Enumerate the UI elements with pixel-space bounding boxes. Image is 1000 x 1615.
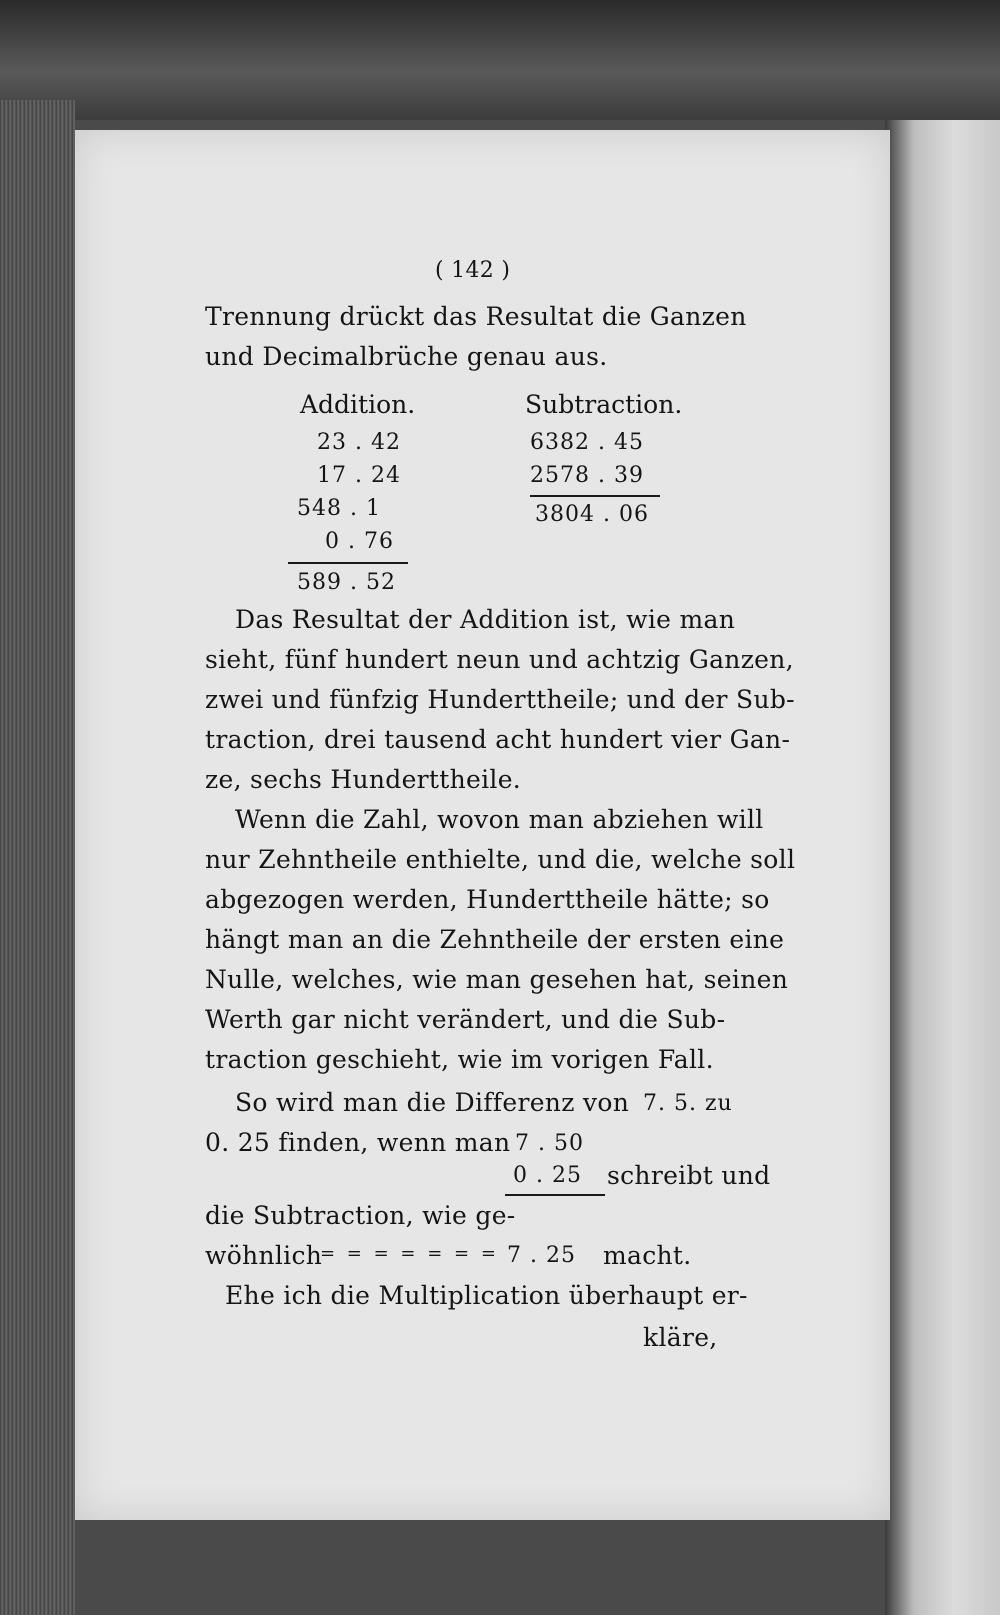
subtraction-row: 6382 . 45 bbox=[530, 430, 644, 455]
book-binding-top bbox=[0, 0, 1000, 120]
addition-row: 17 . 24 bbox=[317, 463, 401, 488]
paragraph-1-line: sieht, fünf hundert neun und achtzig Ganzen, bbox=[205, 645, 794, 674]
paragraph-3-value: 7 . 25 bbox=[507, 1243, 576, 1268]
paragraph-2-line: Wenn die Zahl, wovon man abziehen will bbox=[235, 805, 764, 834]
paragraph-3-line: 0. 25 finden, wenn man bbox=[205, 1128, 511, 1157]
paragraph-3-line: So wird man die Differenz von bbox=[235, 1088, 630, 1117]
addition-row: 23 . 42 bbox=[317, 430, 401, 455]
paragraph-2-line: nur Zehntheile enthielte, und die, welche soll bbox=[205, 845, 796, 874]
paragraph-3-value: 7. 5. zu bbox=[643, 1091, 733, 1116]
paragraph-3-line: Ehe ich die Multiplication überhaupt er- bbox=[225, 1281, 748, 1310]
paragraph-3-dashes: = = = = = = = bbox=[320, 1243, 499, 1264]
page-stack-left bbox=[0, 100, 75, 1615]
subtraction-heading: Subtraction. bbox=[525, 390, 683, 419]
catchword: kläre, bbox=[643, 1323, 718, 1352]
paragraph-3-value: 0 . 25 bbox=[513, 1163, 582, 1188]
next-page-edge bbox=[885, 120, 1000, 1615]
paragraph-3-rule bbox=[505, 1194, 605, 1196]
paragraph-3-line: die Subtraction, wie ge- bbox=[205, 1201, 516, 1230]
paragraph-1-line: ze, sechs Hunderttheile. bbox=[205, 765, 522, 794]
paragraph-2-line: traction geschieht, wie im vorigen Fall. bbox=[205, 1045, 714, 1074]
paragraph-2-line: Nulle, welches, wie man gesehen hat, seinen bbox=[205, 965, 789, 994]
paragraph-3-line: wöhnlich bbox=[205, 1241, 323, 1270]
book-page bbox=[75, 130, 890, 1520]
addition-heading: Addition. bbox=[300, 390, 416, 419]
addition-sum-rule bbox=[288, 562, 408, 564]
paragraph-2-line: hängt man an die Zehntheile der ersten eine bbox=[205, 925, 785, 954]
paragraph-3-line: schreibt und bbox=[607, 1161, 771, 1190]
addition-result: 589 . 52 bbox=[297, 570, 396, 595]
page-number: ( 142 ) bbox=[435, 258, 511, 283]
paragraph-3-value: 7 . 50 bbox=[515, 1131, 584, 1156]
subtraction-result: 3804 . 06 bbox=[535, 502, 649, 527]
paragraph-1-line: zwei und fünfzig Hunderttheile; und der Sub- bbox=[205, 685, 795, 714]
subtraction-row: 2578 . 39 bbox=[530, 463, 644, 488]
paragraph-1-line: Das Resultat der Addition ist, wie man bbox=[235, 605, 736, 634]
paragraph-2-line: Werth gar nicht verändert, und die Sub- bbox=[205, 1005, 726, 1034]
subtraction-rule bbox=[530, 495, 660, 497]
intro-line-1: Trennung drückt das Resultat die Ganzen bbox=[205, 302, 747, 331]
addition-row: 548 . 1 bbox=[297, 496, 381, 521]
paragraph-2-line: abgezogen werden, Hunderttheile hätte; so bbox=[205, 885, 770, 914]
intro-line-2: und Decimalbrüche genau aus. bbox=[205, 342, 608, 371]
paragraph-1-line: traction, drei tausend acht hundert vier Gan- bbox=[205, 725, 791, 754]
addition-row: 0 . 76 bbox=[325, 529, 394, 554]
paragraph-3-line: macht. bbox=[603, 1241, 692, 1270]
